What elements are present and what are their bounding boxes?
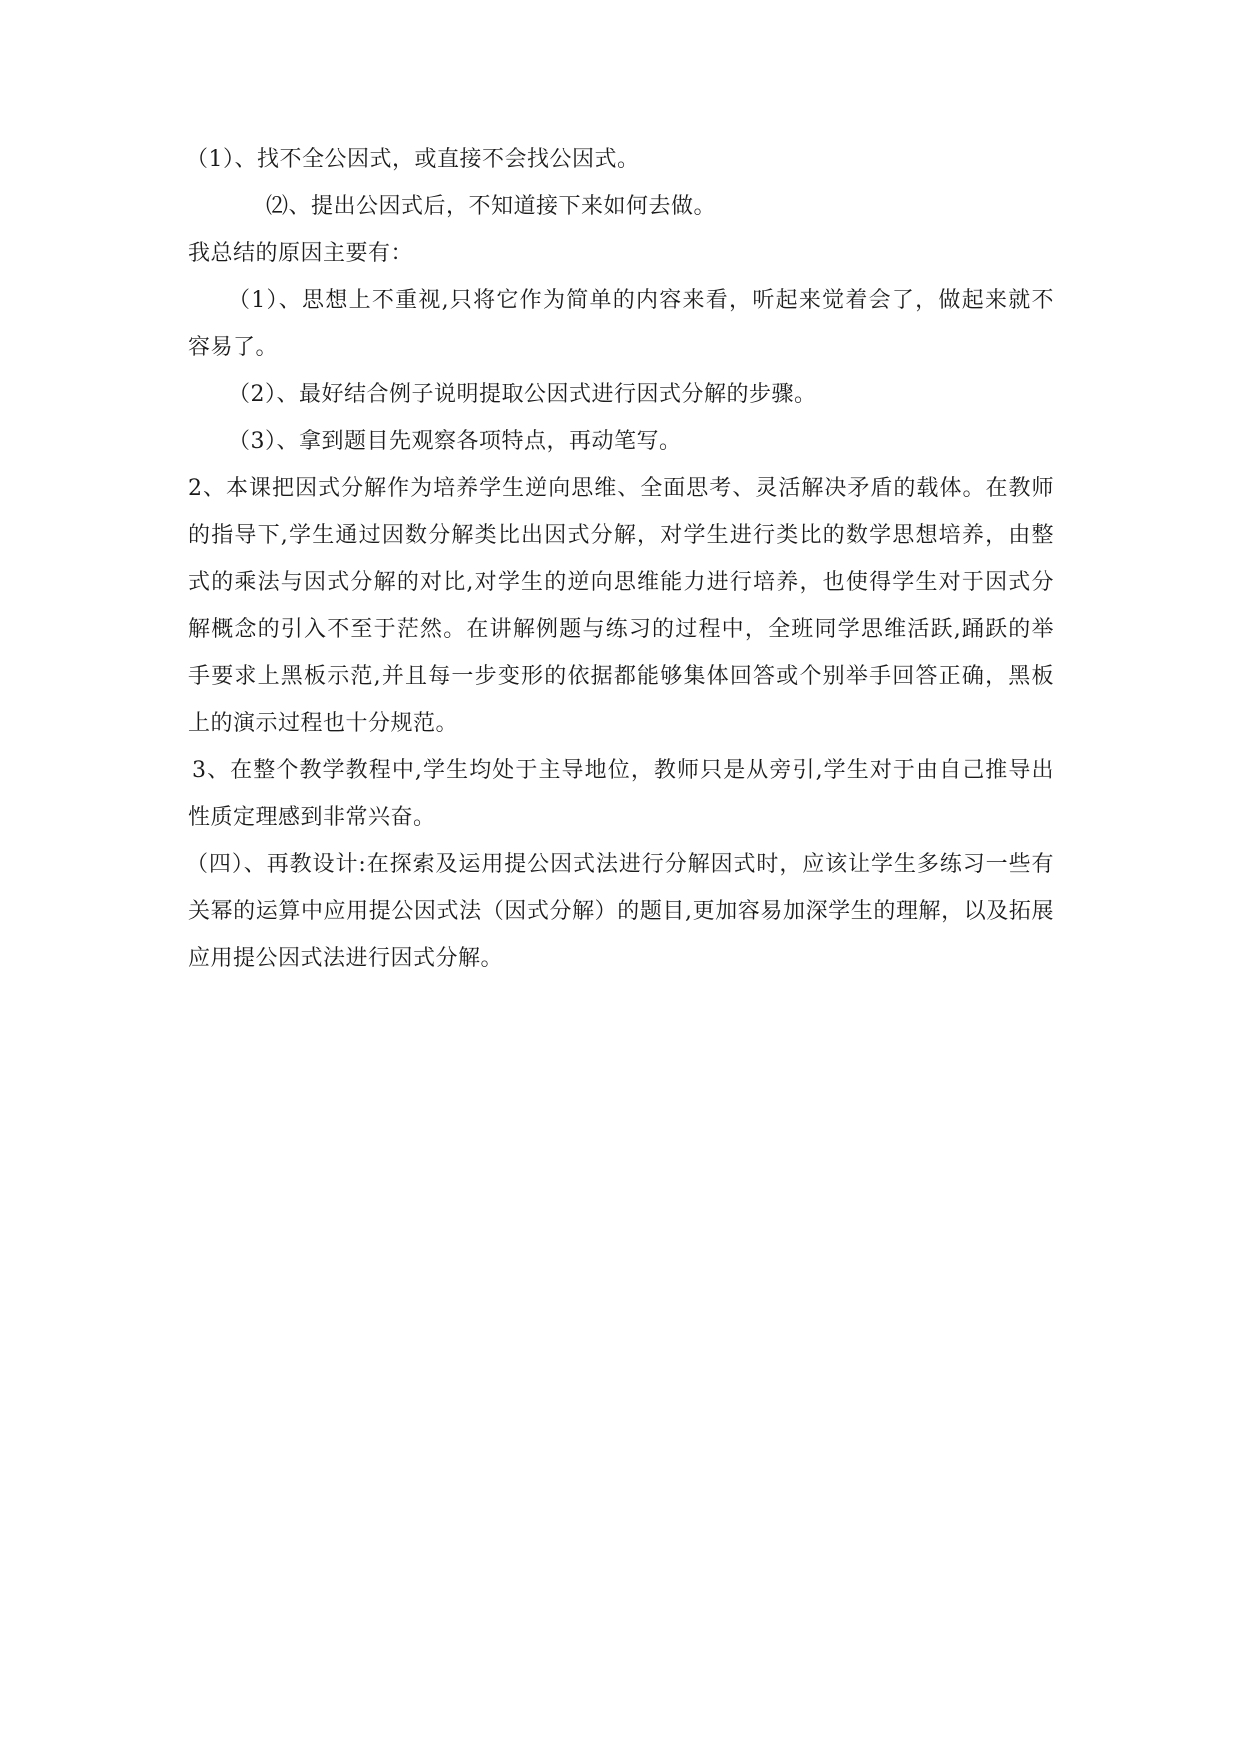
text-line-18: 应用提公因式法进行因式分解。 (188, 946, 504, 971)
text-line-6: （2）、最好结合例子说明提取公因式进行因式分解的步骤。 (228, 382, 817, 407)
text-line-17: 关幂的运算中应用提公因式法（因式分解）的题目,更加容易加深学生的理解，以及拓展 (188, 899, 1054, 924)
text-line-1: （1）、找不全公因式，或直接不会找公因式。 (186, 147, 640, 172)
text-line-13: 上的演示过程也十分规范。 (188, 711, 459, 736)
text-line-5: 容易了。 (188, 335, 279, 360)
text-line-2: ⑵、提出公因式后，不知道接下来如何去做。 (266, 194, 717, 219)
text-line-14: 3、在整个教学教程中,学生均处于主导地位，教师只是从旁引,学生对于由自己推导出 (192, 758, 1054, 783)
text-line-3: 我总结的原因主要有： (188, 241, 414, 266)
text-line-7: （3）、拿到题目先观察各项特点，再动笔写。 (228, 429, 682, 454)
text-line-10: 式的乘法与因式分解的对比,对学生的逆向思维能力进行培养，也使得学生对于因式分 (188, 570, 1054, 595)
text-line-11: 解概念的引入不至于茫然。在讲解例题与练习的过程中，全班同学思维活跃,踊跃的举 (188, 617, 1054, 642)
text-line-15: 性质定理感到非常兴奋。 (188, 805, 436, 830)
text-line-4: （1）、思想上不重视,只将它作为简单的内容来看，听起来觉着会了，做起来就不 (228, 288, 1054, 313)
text-line-16: （四）、再教设计:在探索及运用提公因式法进行分解因式时，应该让学生多练习一些有 (186, 852, 1054, 877)
text-line-9: 的指导下,学生通过因数分解类比出因式分解，对学生进行类比的数学思想培养，由整 (188, 523, 1054, 548)
text-line-12: 手要求上黑板示范,并且每一步变形的依据都能够集体回答或个别举手回答正确，黑板 (188, 664, 1054, 689)
text-line-8: 2、本课把因式分解作为培养学生逆向思维、全面思考、灵活解决矛盾的载体。在教师 (188, 476, 1054, 501)
